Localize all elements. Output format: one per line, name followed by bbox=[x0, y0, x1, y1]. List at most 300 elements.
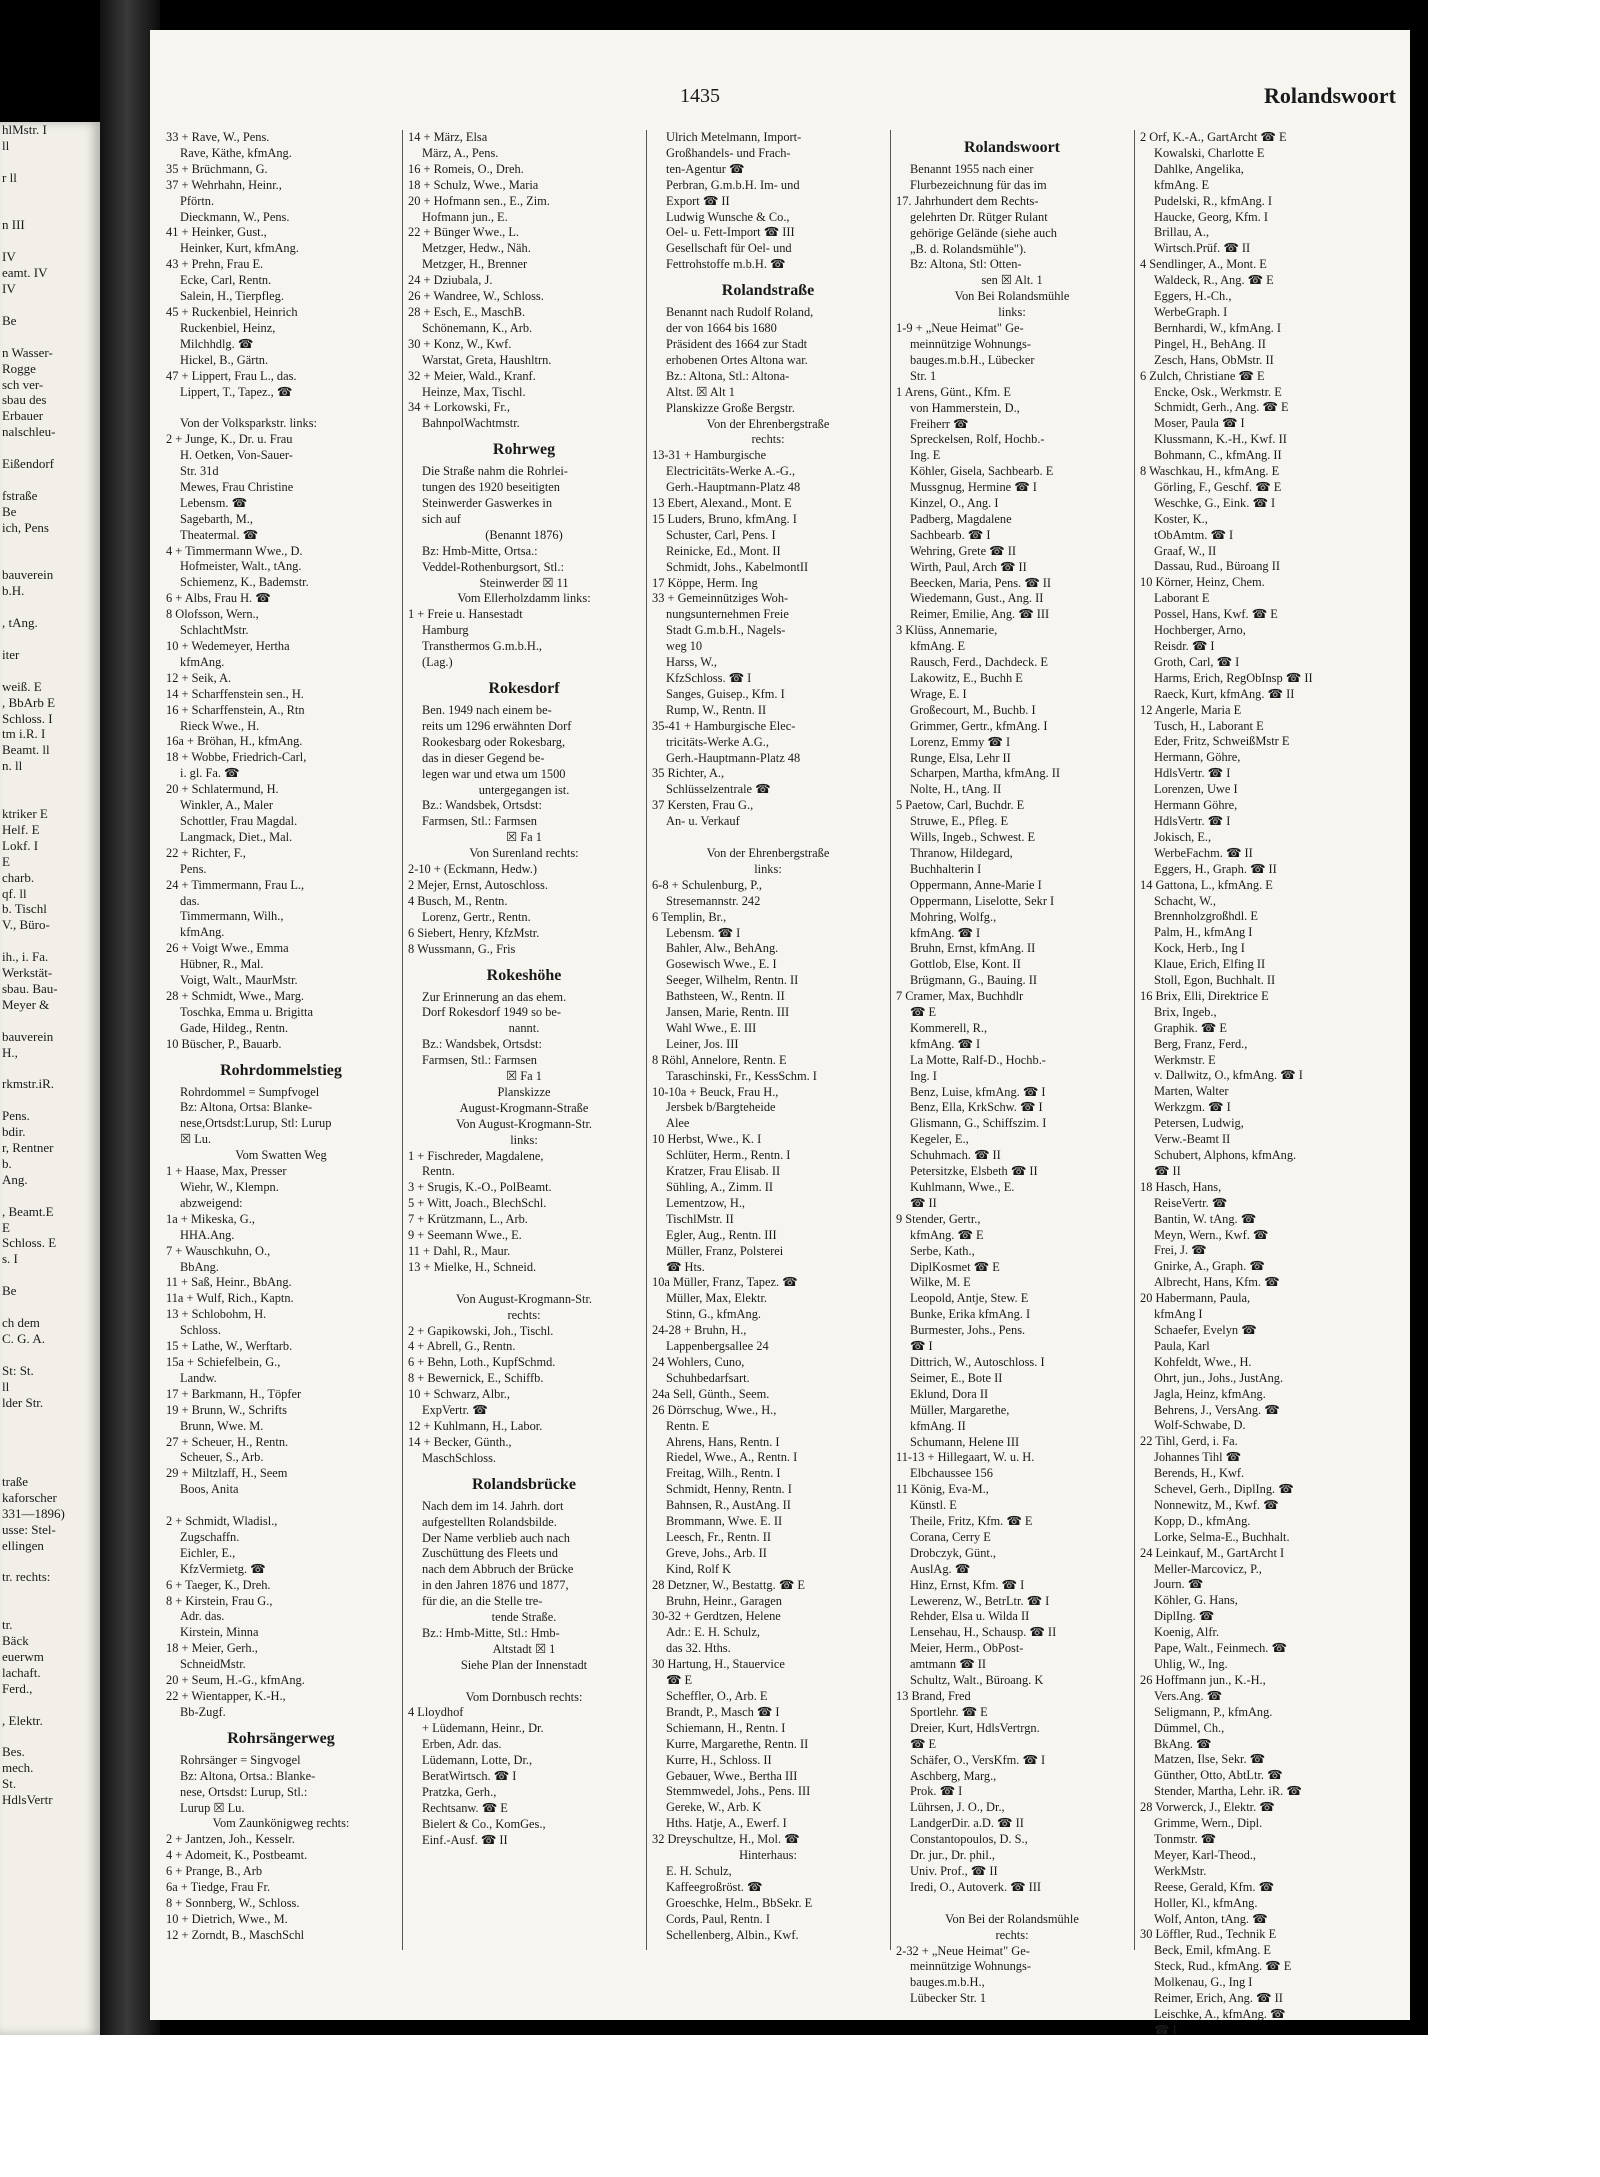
resident-entry: Stoll, Egon, Buchhalt. II bbox=[1154, 973, 1276, 988]
resident-entry bbox=[166, 400, 396, 416]
resident-entry: Seimer, E., Bote II bbox=[910, 1370, 1003, 1385]
street-note: Von der Ehrenbergstraße bbox=[706, 416, 830, 431]
house-entry: 11a + Wulf, Rich., Kaptn. bbox=[166, 1291, 294, 1306]
resident-entry: Lebensm. ☎ I bbox=[666, 925, 741, 940]
resident-entry: Mussgnug, Hermine ☎ I bbox=[910, 480, 1037, 495]
resident-entry: Müller, Margarethe, bbox=[910, 1402, 1010, 1417]
house-entry: 13 Ebert, Alexand., Mont. E bbox=[652, 496, 792, 511]
house-entry: 18 + Meier, Gerh., bbox=[166, 1641, 258, 1656]
resident-entry: Metzger, Hedw., Näh. bbox=[422, 241, 531, 256]
house-entry: 26 Dörrschug, Wwe., H., bbox=[652, 1402, 777, 1417]
resident-entry: Jokisch, E., bbox=[1154, 829, 1212, 844]
resident-entry: Journ. ☎ bbox=[1154, 1577, 1204, 1592]
resident-entry bbox=[896, 1896, 1128, 1912]
resident-entry: tObAmtm. ☎ I bbox=[1154, 527, 1234, 542]
resident-entry: Koenig, Alfr. bbox=[1154, 1625, 1220, 1640]
house-entry: 6 + Prange, B., Arb bbox=[166, 1864, 263, 1879]
prev-page-line bbox=[0, 551, 100, 567]
prev-page-line: St. bbox=[2, 1776, 17, 1792]
resident-entry: Landw. bbox=[180, 1370, 217, 1385]
house-entry: 9 Stender, Gertr., bbox=[896, 1211, 981, 1226]
prev-page-line bbox=[0, 1410, 100, 1426]
resident-entry: Mewes, Frau Christine bbox=[180, 479, 294, 494]
prev-page-line: Bes. bbox=[2, 1744, 25, 1760]
resident-entry: ☎ E bbox=[666, 1673, 693, 1688]
resident-entry: Theatermal. ☎ bbox=[180, 527, 259, 542]
prev-page-line: ll bbox=[2, 137, 10, 153]
prev-page-line: b. bbox=[2, 1155, 12, 1171]
resident-entry: Kirstein, Minna bbox=[180, 1625, 259, 1640]
house-entry: 32 + Meier, Wald., Kranf. bbox=[408, 368, 536, 383]
resident-entry: Padberg, Magdalene bbox=[910, 511, 1012, 526]
prev-page-line: tr. bbox=[2, 1617, 13, 1633]
resident-entry: Harms, Erich, RegObInsp ☎ II bbox=[1154, 670, 1313, 685]
prev-page-line: traße bbox=[2, 1474, 28, 1490]
resident-entry: ten-Agentur ☎ bbox=[666, 161, 745, 176]
resident-entry: tricitäts-Werke A.G., bbox=[666, 734, 769, 749]
resident-entry: Stinn, G., kfmAng. bbox=[666, 1307, 761, 1322]
resident-entry: meinnützige Wohnungs- bbox=[910, 336, 1031, 351]
prev-page-line bbox=[0, 202, 100, 218]
resident-entry: Bernhardi, W., kfmAng. I bbox=[1154, 320, 1281, 335]
resident-entry: Von der Volksparkstr. links: bbox=[180, 416, 317, 431]
resident-entry: Klaue, Erich, Elfing II bbox=[1154, 957, 1266, 972]
house-entry: 20 + Seum, H.-G., kfmAng. bbox=[166, 1673, 305, 1688]
resident-entry: Moser, Paula ☎ I bbox=[1154, 416, 1245, 431]
house-entry: 22 + Bünger Wwe., L. bbox=[408, 225, 520, 240]
street-note: rechts: bbox=[507, 1307, 541, 1322]
resident-entry: Groth, Carl, ☎ I bbox=[1154, 654, 1240, 669]
resident-entry: Kurre, Margarethe, Rentn. II bbox=[666, 1736, 809, 1751]
house-entry: 1 Arens, Günt., Kfm. E bbox=[896, 384, 1011, 399]
resident-entry: Eggers, H.-Ch., bbox=[1154, 289, 1232, 304]
house-entry: 41 + Heinker, Gust., bbox=[166, 225, 267, 240]
resident-entry: Hofmann jun., E. bbox=[422, 209, 508, 224]
resident-entry: Grimme, Wern., Dipl. bbox=[1154, 1816, 1263, 1831]
resident-entry: Hickel, B., Gärtn. bbox=[180, 352, 269, 367]
house-entry: 10 Herbst, Wwe., K. I bbox=[652, 1132, 762, 1147]
house-entry: 12 + Seik, A. bbox=[166, 670, 232, 685]
street-heading: Rohrsängerweg bbox=[227, 1729, 335, 1747]
resident-entry: Kaffeegroßröst. ☎ bbox=[666, 1879, 763, 1894]
resident-entry: Pingel, H., BehAng. II bbox=[1154, 336, 1266, 351]
resident-entry: Schubert, Alphons, kfmAng. bbox=[1154, 1148, 1297, 1162]
resident-entry: Hths. Hatje, A., Ewerf. I bbox=[666, 1816, 787, 1831]
resident-entry: Leesch, Fr., Rentn. II bbox=[666, 1529, 771, 1544]
prev-page-line: kaforscher bbox=[2, 1489, 57, 1505]
house-entry: 26 Hoffmann jun., K.-H., bbox=[1140, 1672, 1266, 1687]
resident-entry: Pens. bbox=[180, 861, 207, 876]
street-note: Von August-Krogmann-Str. bbox=[455, 1291, 593, 1306]
resident-entry: Schiemann, H., Rentn. I bbox=[666, 1720, 786, 1735]
resident-entry: Dreier, Kurt, HdlsVertrgn. bbox=[910, 1720, 1040, 1735]
resident-entry: Müller, Franz, Polsterei bbox=[666, 1243, 784, 1258]
prev-page-line: Helf. E bbox=[2, 821, 40, 837]
resident-entry: Stadt G.m.b.H., Nagels- bbox=[666, 623, 786, 638]
house-entry: 14 + Scharffenstein sen., H. bbox=[166, 686, 304, 701]
resident-entry: Wrage, E. I bbox=[910, 686, 967, 701]
column-rule bbox=[1134, 130, 1135, 1950]
resident-entry: Brunn, Wwe. M. bbox=[180, 1418, 264, 1433]
house-entry: 17 Köppe, Herm. Ing bbox=[652, 575, 758, 590]
resident-entry: HdlsVertr. ☎ I bbox=[1154, 813, 1231, 828]
resident-entry: Behrens, J., VersAng. ☎ bbox=[1154, 1402, 1280, 1417]
resident-entry: Marten, Walter bbox=[1154, 1084, 1229, 1099]
resident-entry: Molkenau, G., Ing I bbox=[1154, 1975, 1253, 1990]
house-entry: 4 Busch, M., Rentn. bbox=[408, 893, 508, 908]
resident-entry: Kuhlmann, Wwe., E. bbox=[910, 1180, 1015, 1194]
prev-page-line: r, Rentner bbox=[2, 1140, 54, 1155]
resident-entry: Oppermann, Anne-Marie I bbox=[910, 877, 1042, 892]
column-rule bbox=[890, 130, 891, 1950]
resident-entry: Wehring, Grete ☎ II bbox=[910, 543, 1016, 558]
prev-page-line: Rogge bbox=[2, 360, 36, 376]
prev-page-line: Bäck bbox=[2, 1633, 29, 1649]
resident-entry: Gebauer, Wwe., Bertha III bbox=[666, 1768, 798, 1783]
resident-entry: Str. 1 bbox=[910, 368, 937, 383]
resident-entry: meinnützige Wohnungs- bbox=[910, 1959, 1031, 1974]
resident-entry: Kinzel, O., Ang. I bbox=[910, 496, 999, 511]
resident-entry: Farmsen, Stl.: Farmsen bbox=[422, 814, 537, 829]
house-entry: 2 Mejer, Ernst, Autoschloss. bbox=[408, 877, 548, 892]
prev-page-line bbox=[0, 1601, 100, 1617]
resident-entry: Toschka, Emma u. Brigitta bbox=[180, 1004, 313, 1019]
street-note: Vom Zaunkönigweg rechts: bbox=[212, 1816, 350, 1831]
resident-entry: tungen des 1920 beseitigten bbox=[422, 480, 560, 495]
house-entry: 6 + Behn, Loth., KupfSchmd. bbox=[408, 1355, 556, 1370]
resident-entry: gehörige Gelände (siehe auch bbox=[910, 225, 1057, 240]
resident-entry: kfmAng. bbox=[180, 654, 225, 669]
resident-entry: DiplKosmet ☎ E bbox=[910, 1259, 1000, 1274]
column-4 bbox=[896, 130, 1128, 2006]
resident-entry: Stemmwedel, Johs., Pens. III bbox=[666, 1784, 811, 1799]
house-entry: 11 König, Eva-M., bbox=[896, 1482, 989, 1497]
house-entry: 33 + Rave, W., Pens. bbox=[166, 130, 270, 144]
house-entry: 14 + März, Elsa bbox=[408, 130, 488, 144]
prev-page-line: sbau des bbox=[2, 392, 47, 408]
resident-entry: Palm, H., kfmAng I bbox=[1154, 925, 1253, 940]
resident-entry: Zesch, Hans, ObMstr. II bbox=[1154, 352, 1274, 367]
prev-page-line bbox=[0, 663, 100, 679]
prev-page-line bbox=[0, 1347, 100, 1363]
resident-entry: Veddel-Rothenburgsort, Stl.: bbox=[422, 559, 564, 574]
resident-entry: Bb-Zugf. bbox=[180, 1704, 226, 1719]
prev-page-line: n. ll bbox=[2, 758, 23, 774]
prev-page-line bbox=[0, 1013, 100, 1029]
prev-page-line: Pens. bbox=[2, 1108, 30, 1124]
house-entry: 29 + Miltzlaff, H., Seem bbox=[166, 1466, 288, 1481]
resident-entry: Bohmann, C., kfmAng. II bbox=[1154, 448, 1282, 463]
resident-entry: Günther, Otto, AbtLtr. ☎ bbox=[1154, 1768, 1283, 1783]
resident-entry: Müller, Max, Elektr. bbox=[666, 1291, 768, 1306]
house-entry: 10-10a + Beuck, Frau H., bbox=[652, 1084, 779, 1099]
resident-entry: Wolf-Schwabe, D. bbox=[1154, 1418, 1246, 1433]
resident-entry: BeratWirtsch. ☎ I bbox=[422, 1769, 517, 1784]
resident-entry: Werkzgm. ☎ I bbox=[1154, 1100, 1231, 1115]
resident-entry: Drobczyk, Günt., bbox=[910, 1545, 997, 1560]
resident-entry: KfzVermietg. ☎ bbox=[180, 1561, 266, 1576]
resident-entry: Berg, Franz, Ferd., bbox=[1154, 1036, 1248, 1051]
house-entry: 1 + Haase, Max, Presser bbox=[166, 1164, 287, 1179]
resident-entry: Bz.: Altona, Stl.: Altona- bbox=[666, 368, 790, 383]
house-entry: 8 Röhl, Annelore, Rentn. E bbox=[652, 1052, 787, 1067]
street-note: Hinterhaus: bbox=[739, 1848, 797, 1863]
resident-entry: Görling, F., Geschf. ☎ E bbox=[1154, 479, 1282, 494]
house-entry: 30 + Konz, W., Kwf. bbox=[408, 336, 512, 351]
prev-page-line: eamt. IV bbox=[2, 265, 48, 281]
house-entry: 17 + Barkmann, H., Töpfer bbox=[166, 1386, 302, 1401]
prev-page-line: ich, Pens bbox=[2, 519, 49, 535]
house-entry: 1 + Fischreder, Magdalene, bbox=[408, 1148, 544, 1163]
house-entry: 4 Sendlinger, A., Mont. E bbox=[1140, 257, 1267, 272]
house-entry: 47 + Lippert, Frau L., das. bbox=[166, 368, 297, 383]
prev-page-line bbox=[0, 1188, 100, 1204]
resident-entry: Verw.-Beamt II bbox=[1154, 1132, 1231, 1147]
column-5 bbox=[1140, 130, 1380, 2037]
street-note: nannt. bbox=[508, 1021, 540, 1036]
street-note: Altstadt ☒ 1 bbox=[492, 1641, 556, 1656]
resident-entry: Wahl Wwe., E. III bbox=[666, 1020, 757, 1035]
prev-page-line: 331—1896) bbox=[2, 1505, 65, 1521]
resident-entry: Struwe, E., Pfleg. E bbox=[910, 814, 1009, 829]
resident-entry: Export ☎ II bbox=[666, 193, 730, 208]
resident-entry: Rohrdommel = Sumpfvogel bbox=[180, 1084, 320, 1099]
resident-entry: Schloss. bbox=[180, 1323, 221, 1338]
resident-entry: Berends, H., Kwf. bbox=[1154, 1466, 1245, 1481]
resident-entry: bauges.m.b.H., Lübecker bbox=[910, 352, 1035, 367]
resident-entry: Mohring, Wolfg., bbox=[910, 909, 997, 924]
resident-entry: Leiner, Jos. III bbox=[666, 1036, 739, 1051]
prev-page-line: Ang. bbox=[2, 1171, 28, 1187]
house-entry: 20 + Schlatermund, H. bbox=[166, 782, 279, 797]
resident-entry: Lührsen, J. O., Dr., bbox=[910, 1800, 1005, 1815]
resident-entry: Sportlehr. ☎ E bbox=[910, 1704, 988, 1719]
resident-entry: Dr. jur., Dr. phil., bbox=[910, 1848, 996, 1863]
resident-entry: Haucke, Georg, Kfm. I bbox=[1154, 209, 1269, 224]
resident-entry: Lementzow, H., bbox=[666, 1195, 746, 1210]
prev-page-line: ch dem bbox=[2, 1314, 40, 1330]
prev-page-line bbox=[0, 1426, 100, 1442]
street-heading: Rolandstraße bbox=[721, 282, 815, 300]
street-heading: Rolandswoort bbox=[963, 139, 1060, 156]
house-entry: 14 + Becker, Günth., bbox=[408, 1434, 512, 1449]
prev-page-line: s. I bbox=[2, 1251, 18, 1267]
resident-entry: Cords, Paul, Rentn. I bbox=[666, 1911, 770, 1926]
prev-page-line: ktriker E bbox=[2, 805, 48, 821]
street-note: ☒ Fa 1 bbox=[506, 1069, 542, 1084]
resident-entry: Steck, Rud., kfmAng. ☎ E bbox=[1154, 1959, 1292, 1974]
resident-entry: Bahnsen, R., AustAng. II bbox=[666, 1498, 791, 1513]
house-entry: 24-28 + Bruhn, H., bbox=[652, 1323, 747, 1338]
resident-entry: Riedel, Wwe., A., Rentn. I bbox=[666, 1450, 798, 1465]
house-entry: 19 + Brunn, W., Schrifts bbox=[166, 1402, 287, 1417]
resident-entry: Nach dem im 14. Jahrh. dort bbox=[422, 1498, 564, 1513]
house-entry: 1 + Freie u. Hansestadt bbox=[408, 607, 523, 622]
resident-entry: Langmack, Diet., Mal. bbox=[180, 829, 293, 844]
house-entry: 6 Zulch, Christiane ☎ E bbox=[1140, 368, 1265, 383]
resident-entry: Brennholzgroßhdl. E bbox=[1154, 909, 1258, 924]
resident-entry: E. H. Schulz, bbox=[666, 1863, 732, 1878]
house-entry: 15a + Schiefelbein, G., bbox=[166, 1354, 281, 1369]
resident-entry: Gottlob, Else, Kont. II bbox=[910, 957, 1021, 972]
resident-entry: Schevel, Gerh., DiplIng. ☎ bbox=[1154, 1482, 1294, 1497]
resident-entry: Bz: Altona, Stl: Otten- bbox=[910, 257, 1022, 272]
street-heading: Rolandsbrücke bbox=[471, 1475, 577, 1493]
resident-entry: Farmsen, Stl.: Farmsen bbox=[422, 1053, 537, 1068]
resident-entry: Werkmstr. E bbox=[1154, 1052, 1216, 1067]
resident-entry: Einf.-Ausf. ☎ II bbox=[422, 1832, 508, 1847]
resident-entry: Wills, Ingeb., Schwest. E bbox=[910, 830, 1036, 845]
resident-entry: Uhlig, W., Ing. bbox=[1154, 1657, 1228, 1671]
resident-entry: Schuster, Carl, Pens. I bbox=[666, 527, 776, 542]
prev-page-line bbox=[0, 774, 100, 790]
resident-entry: HdlsVertr. ☎ I bbox=[1154, 766, 1231, 781]
house-entry: 4 + Abrell, G., Rentn. bbox=[408, 1339, 516, 1354]
resident-entry: Constantopoulos, D. S., bbox=[910, 1832, 1028, 1847]
house-entry: 30 Hartung, H., Stauervice bbox=[652, 1657, 785, 1672]
resident-entry: Eklund, Dora II bbox=[910, 1386, 989, 1401]
resident-entry: Rohrsänger = Singvogel bbox=[180, 1752, 301, 1767]
resident-entry: Paula, Karl bbox=[1154, 1338, 1210, 1353]
resident-entry: Gosewisch Wwe., E. I bbox=[666, 957, 777, 972]
resident-entry: Bz.: Wandsbek, Ortsdst: bbox=[422, 1037, 542, 1052]
resident-entry: Thranow, Hildegard, bbox=[910, 845, 1013, 860]
prev-page-line bbox=[0, 1060, 100, 1076]
house-entry: 11 + Dahl, R., Maur. bbox=[408, 1244, 511, 1258]
resident-entry: Schiemenz, K., Bademstr. bbox=[180, 575, 309, 590]
resident-entry: Sagebarth, M., bbox=[180, 511, 253, 526]
resident-entry: Bathsteen, W., Rentn. II bbox=[666, 989, 785, 1004]
house-entry: 2 Orf, K.-A., GartArcht ☎ E bbox=[1140, 130, 1287, 144]
resident-entry: Lübecker Str. 1 bbox=[910, 1991, 987, 2006]
resident-entry: Eichler, E., bbox=[180, 1545, 236, 1560]
resident-entry: ☎ II bbox=[1154, 1163, 1181, 1178]
house-entry: 7 Cramer, Max, Buchhdlr bbox=[896, 989, 1024, 1004]
resident-entry: Lüdemann, Lotte, Dr., bbox=[422, 1753, 533, 1768]
prev-page-line: Lokf. I bbox=[2, 837, 39, 853]
resident-entry: Schacht, W., bbox=[1154, 893, 1216, 908]
resident-entry: LandgerDir. a.D. ☎ II bbox=[910, 1816, 1024, 1831]
resident-entry: Gerh.-Hauptmann-Platz 48 bbox=[666, 480, 801, 495]
prev-page-line bbox=[0, 1458, 100, 1474]
resident-entry: „B. d. Rolandsmühle"). bbox=[910, 241, 1027, 256]
resident-entry: Hochberger, Arno, bbox=[1154, 623, 1246, 638]
house-entry: 13 + Schlobohm, H. bbox=[166, 1307, 267, 1322]
resident-entry: März, A., Pens. bbox=[422, 145, 499, 160]
resident-entry: Brandt, P., Masch ☎ I bbox=[666, 1704, 780, 1719]
resident-entry: Weschke, G., Eink. ☎ I bbox=[1154, 495, 1276, 510]
resident-entry bbox=[408, 1674, 640, 1690]
house-entry: 26 + Voigt Wwe., Emma bbox=[166, 941, 289, 956]
resident-entry: Meier, Herm., ObPost- bbox=[910, 1641, 1024, 1656]
resident-entry: Ulrich Metelmann, Import- bbox=[666, 130, 802, 144]
prev-page-line bbox=[0, 440, 100, 456]
house-entry: 24a Sell, Günth., Seem. bbox=[652, 1386, 770, 1401]
house-entry: 8 + Bewernick, E., Schiffb. bbox=[408, 1371, 544, 1386]
resident-entry: SchlachtMstr. bbox=[180, 623, 249, 638]
prev-page-line bbox=[0, 186, 100, 202]
resident-entry: amtmann ☎ II bbox=[910, 1657, 986, 1672]
resident-entry: DiplIng. ☎ bbox=[1154, 1609, 1215, 1624]
house-entry: 20 + Hofmann sen., E., Zim. bbox=[408, 193, 550, 208]
house-entry: 28 Detzner, W., Bestattg. ☎ E bbox=[652, 1577, 805, 1592]
prev-page-line: C. G. A. bbox=[2, 1330, 45, 1346]
resident-entry: Voigt, Walt., MaurMstr. bbox=[180, 973, 298, 988]
resident-entry: Planskizze Große Bergstr. bbox=[666, 400, 795, 415]
prev-page-line: bauverein bbox=[2, 1028, 54, 1044]
resident-entry: Timmermann, Wilh., bbox=[180, 909, 284, 924]
prev-page-line: Schloss. E bbox=[2, 1235, 57, 1251]
resident-entry: Tonmstr. ☎ bbox=[1154, 1831, 1217, 1846]
resident-entry: TischlMstr. II bbox=[666, 1211, 734, 1226]
house-entry: 10a Müller, Franz, Tapez. ☎ bbox=[652, 1275, 798, 1290]
resident-entry: Frei, J. ☎ bbox=[1154, 1243, 1207, 1258]
prev-page-line: Ferd., bbox=[2, 1680, 33, 1696]
resident-entry: Ahrens, Hans, Rentn. I bbox=[666, 1434, 780, 1449]
resident-entry: Transthermos G.m.b.H., bbox=[422, 639, 543, 654]
house-entry: 1a + Mikeska, G., bbox=[166, 1211, 255, 1226]
prev-page-line: Erbauer bbox=[2, 408, 44, 424]
resident-entry bbox=[652, 830, 884, 846]
resident-entry: kfmAng I bbox=[1154, 1307, 1203, 1322]
house-entry: 24 Leinkauf, M., GartArcht I bbox=[1140, 1545, 1285, 1560]
resident-entry: Lorenz, Emmy ☎ I bbox=[910, 734, 1011, 749]
resident-entry: Dieckmann, W., Pens. bbox=[180, 209, 290, 224]
prev-page-line bbox=[0, 1554, 100, 1570]
resident-entry: nungsunternehmen Freie bbox=[666, 607, 789, 622]
prev-page-line: lder Str. bbox=[2, 1394, 44, 1410]
resident-entry: Gesellschaft für Oel- und bbox=[666, 241, 792, 256]
prev-page-line bbox=[0, 154, 100, 170]
resident-entry: Pudelski, R., kfmAng. I bbox=[1154, 193, 1273, 208]
house-entry: 18 + Schulz, Wwe., Maria bbox=[408, 177, 539, 192]
prev-page-line: n III bbox=[2, 217, 25, 233]
resident-entry: Johannes Tihl ☎ bbox=[1154, 1450, 1242, 1465]
resident-entry: Zugschaffn. bbox=[180, 1529, 240, 1544]
resident-entry: Electricitäts-Werke A.-G., bbox=[666, 464, 796, 479]
resident-entry: Grimmer, Gertr., kfmAng. I bbox=[910, 718, 1048, 733]
resident-entry: WerbeGraph. I bbox=[1154, 304, 1228, 319]
resident-entry: WerbeFachm. ☎ II bbox=[1154, 845, 1253, 860]
house-entry: 22 + Wientapper, K.-H., bbox=[166, 1689, 286, 1703]
street-note: tende Straße. bbox=[491, 1610, 557, 1625]
house-entry: 8 Waschkau, H., kfmAng. E bbox=[1140, 464, 1280, 479]
street-note: rechts: bbox=[995, 1927, 1029, 1942]
prev-page-line: Be bbox=[2, 503, 17, 519]
resident-entry: Rump, W., Rentn. II bbox=[666, 702, 767, 717]
resident-entry: Pförtn. bbox=[180, 193, 215, 208]
resident-entry: Schlüter, Herm., Rentn. I bbox=[666, 1148, 791, 1163]
resident-entry: Schaefer, Evelyn ☎ bbox=[1154, 1322, 1257, 1337]
house-entry: 5 + Witt, Joach., BlechSchl. bbox=[408, 1196, 547, 1211]
prev-page-line: bauverein bbox=[2, 567, 54, 583]
prev-page-line bbox=[0, 1442, 100, 1458]
resident-entry: Kohfeldt, Wwe., H. bbox=[1154, 1354, 1252, 1369]
resident-entry: Steinwerder Gaswerkes in bbox=[422, 496, 553, 511]
resident-entry: das in dieser Gegend be- bbox=[422, 750, 545, 765]
resident-entry: Theile, Fritz, Kfm. ☎ E bbox=[910, 1514, 1033, 1529]
house-entry: 24 + Dziubala, J. bbox=[408, 273, 493, 288]
resident-entry: von Hammerstein, D., bbox=[910, 400, 1020, 415]
resident-entry: Gerh.-Hauptmann-Platz 48 bbox=[666, 750, 801, 765]
resident-entry: Schmidt, Johs., KabelmontII bbox=[666, 559, 809, 574]
page-number: 1435 bbox=[680, 85, 720, 107]
resident-entry: Ohrt, jun., Johs., JustAng. bbox=[1154, 1370, 1284, 1385]
resident-entry: ☎ E bbox=[910, 1736, 937, 1751]
house-entry: 16 + Romeis, O., Dreh. bbox=[408, 161, 524, 176]
street-note: August-Krogmann-Straße bbox=[459, 1100, 589, 1115]
resident-entry: Wilke, M. E bbox=[910, 1275, 971, 1290]
